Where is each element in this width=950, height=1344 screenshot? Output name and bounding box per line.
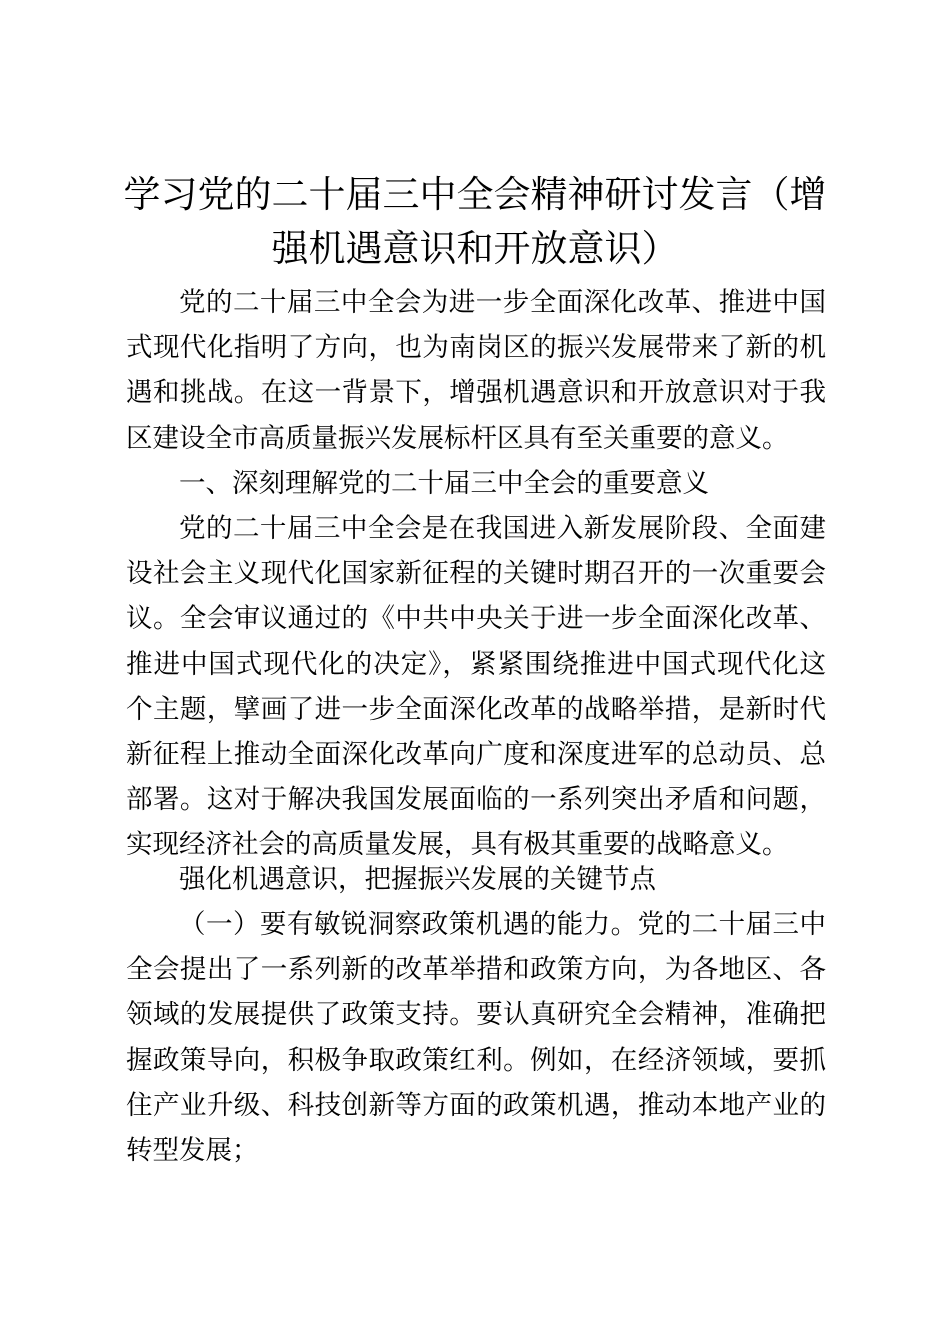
document-title: 学习党的二十届三中全会精神研讨发言（增强机遇意识和开放意识）: [123, 173, 827, 270]
paragraph-significance: 党的二十届三中全会是在我国进入新发展阶段、全面建设社会主义现代化国家新征程的关键时期召开的一次重要会议。全会审议通过的《中共中央关于进一步全面深化改革、推进中国式现代化的决定》，紧紧围绕推进中国式现代化这个主题，擘画了进一步全面深化改革的战略举措，是新时代新征程上推动全面深化改革向广度和深度进军的总动员、总部署。这对于解决我国发展面临的一系列突出矛盾和问题，实现经济社会的高质量发展，具有极其重要的战略意义。: [126, 513, 826, 861]
paragraph-intro: 党的二十届三中全会为进一步全面深化改革、推进中国式现代化指明了方向，也为南岗区的振兴发展带来了新的机遇和挑战。在这一背景下，增强机遇意识和开放意识对于我区建设全市高质量振兴发展标杆区具有至关重要的意义。: [126, 287, 826, 454]
section-heading-2: 强化机遇意识，把握振兴发展的关键节点: [179, 864, 656, 895]
section-heading-1: 一、深刻理解党的二十届三中全会的重要意义: [179, 468, 709, 499]
paragraph-policy-opportunity: （一）要有敏锐洞察政策机遇的能力。党的二十届三中全会提出了一系列新的改革举措和政策方向，为各地区、各领域的发展提供了政策支持。要认真研究全会精神，准确把握政策导向，积极争取政策红利。例如，在经济领域，要抓住产业升级、科技创新等方面的政策机遇，推动本地产业的转型发展；: [126, 909, 826, 1167]
